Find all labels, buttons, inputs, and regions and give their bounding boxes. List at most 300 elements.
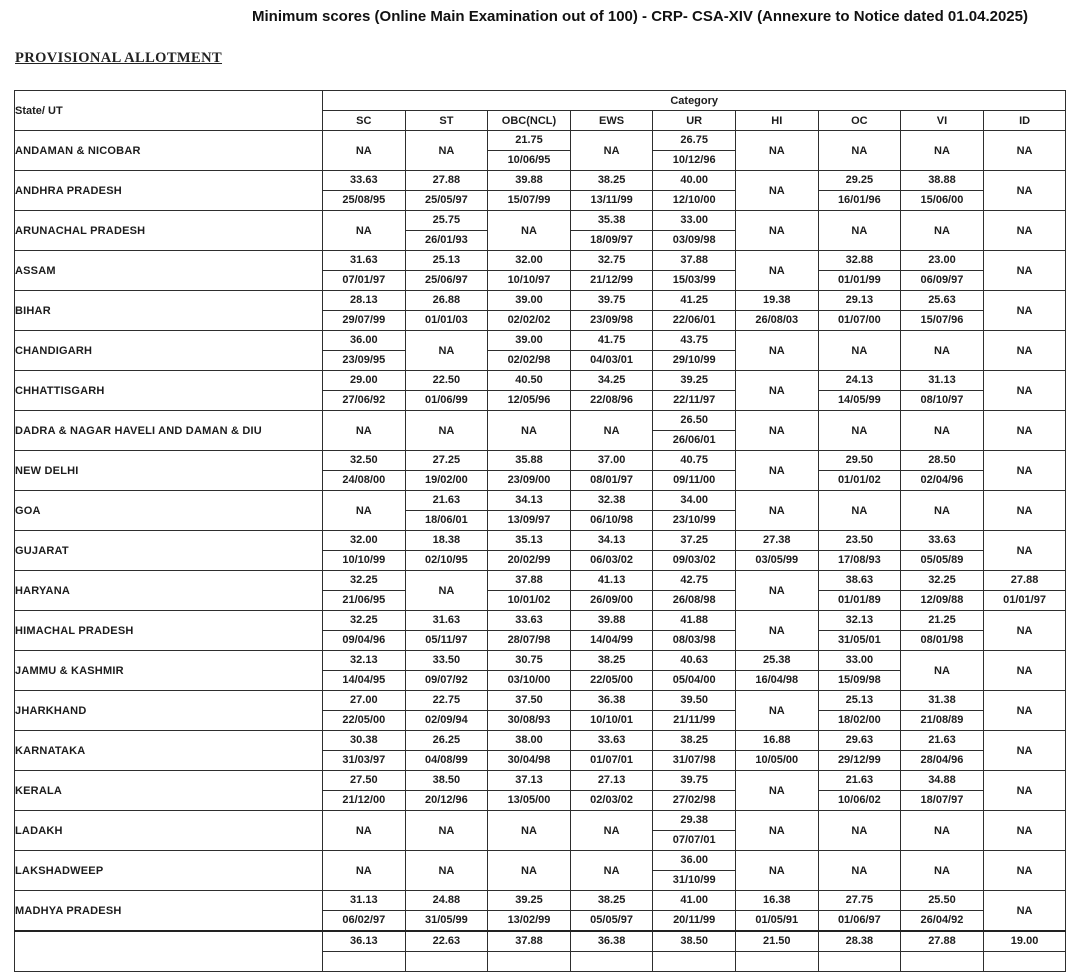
na-cell: NA [570,131,653,171]
state-cell: ASSAM [15,251,323,291]
score-cell [901,731,984,771]
score-cell [735,931,818,972]
score-value: 26.88 [406,291,488,311]
state-cell: HIMACHAL PRADESH [15,611,323,651]
na-cell: NA [901,851,984,891]
cutoff-date: 12/09/88 [920,594,964,606]
score-value: 27.88 [406,171,488,191]
na-cell: NA [983,211,1066,251]
cutoff-date: 27/02/98 [672,794,716,806]
na-cell: NA [570,811,653,851]
score-cell [488,451,571,491]
score-cell [570,611,653,651]
score-value: 24.13 [819,371,901,391]
na-cell: NA [901,131,984,171]
na-cell: NA [983,331,1066,371]
score-value: 29.25 [819,171,901,191]
cutoff-date: 23/09/95 [342,354,386,366]
score-value: 22.63 [406,932,488,952]
score-value: 39.25 [653,371,735,391]
na-cell: NA [983,891,1066,932]
cutoff-date: 20/02/99 [507,554,551,566]
table-row-partial [15,931,1066,972]
score-cell [488,571,571,611]
score-cell [653,731,736,771]
cutoff-date: 01/01/97 [1003,594,1046,606]
score-cell [653,811,736,851]
score-cell [323,891,406,932]
score-cell [653,531,736,571]
score-cell [653,491,736,531]
score-cell [653,651,736,691]
score-value: 34.88 [901,771,983,791]
cutoff-date: 29/10/99 [672,354,716,366]
cutoff-date: 06/03/02 [590,554,633,566]
table-row [15,171,1066,211]
score-value: 19.38 [736,291,818,311]
state-cell: KERALA [15,771,323,811]
score-cell [818,251,901,291]
score-cell [323,651,406,691]
score-value: 32.25 [323,571,405,591]
score-cell [735,891,818,932]
cutoff-date: 18/07/97 [920,794,964,806]
cutoff-date: 08/10/97 [920,394,964,406]
table-row [15,771,1066,811]
cutoff-date: 12/10/00 [672,194,716,206]
state-cell: NEW DELHI [15,451,323,491]
cutoff-date [819,952,901,971]
score-cell [323,251,406,291]
cutoff-date: 02/09/94 [424,714,468,726]
table-row [15,811,1066,851]
score-cell [323,531,406,571]
score-cell [983,571,1066,611]
state-cell: LADAKH [15,811,323,851]
cutoff-date: 25/08/95 [342,194,386,206]
score-value: 39.00 [488,291,570,311]
score-value: 38.00 [488,731,570,751]
cutoff-date: 31/03/97 [342,754,386,766]
cutoff-date: 14/04/95 [342,674,386,686]
cutoff-date: 28/04/96 [920,754,964,766]
score-cell [488,891,571,932]
score-cell [653,451,736,491]
cutoff-date: 27/06/92 [342,394,386,406]
score-value: 35.88 [488,451,570,471]
cutoff-date: 31/05/99 [424,914,468,926]
na-cell: NA [983,811,1066,851]
na-cell: NA [818,411,901,451]
cutoff-date [488,952,570,971]
na-cell: NA [323,131,406,171]
score-value: 26.75 [653,131,735,151]
score-value: 16.38 [736,891,818,911]
score-value: 32.88 [819,251,901,271]
state-cell: MADHYA PRADESH [15,891,323,932]
column-header-obc: OBC(NCL) [488,111,571,131]
na-cell: NA [323,211,406,251]
score-cell [405,491,488,531]
score-value: 21.50 [736,932,818,952]
score-cell [901,611,984,651]
score-value: 33.63 [323,171,405,191]
na-cell: NA [570,411,653,451]
score-value: 39.25 [488,891,570,911]
cutoff-date: 04/08/99 [424,754,468,766]
state-cell: KARNATAKA [15,731,323,771]
na-cell: NA [983,611,1066,651]
score-cell [405,891,488,932]
cutoff-date: 26/08/98 [672,594,716,606]
table-row [15,571,1066,611]
cutoff-date: 02/02/98 [507,354,551,366]
cutoff-date: 29/07/99 [342,314,386,326]
cutoff-date: 25/05/97 [424,194,468,206]
cutoff-date: 22/08/96 [590,394,633,406]
score-value: 37.88 [488,571,570,591]
score-value: 27.00 [323,691,405,711]
cutoff-date: 01/07/00 [837,314,881,326]
score-value: 33.00 [819,651,901,671]
cutoff-date: 08/03/98 [672,634,716,646]
score-value: 22.50 [406,371,488,391]
score-cell [818,291,901,331]
cutoff-date: 15/09/98 [837,674,881,686]
score-cell [901,771,984,811]
cutoff-date: 09/03/02 [672,554,716,566]
score-value: 16.88 [736,731,818,751]
score-cell [323,771,406,811]
score-cell [488,611,571,651]
score-cell [983,931,1066,972]
cutoff-date: 02/02/02 [507,314,551,326]
score-cell [818,891,901,932]
cutoff-date [736,952,818,971]
cutoff-date: 10/06/95 [507,154,551,166]
score-cell [735,651,818,691]
score-cell [901,171,984,211]
column-header-ur: UR [653,111,736,131]
score-cell [570,691,653,731]
score-value: 37.00 [571,451,653,471]
score-cell [653,931,736,972]
cutoff-date: 14/05/99 [837,394,881,406]
cutoff-date: 01/06/99 [424,394,468,406]
table-row [15,851,1066,891]
cutoff-date: 05/04/00 [672,674,716,686]
score-value: 18.38 [406,531,488,551]
score-cell [323,931,406,972]
score-value: 21.75 [488,131,570,151]
cutoff-date: 29/12/99 [837,754,881,766]
section-heading: PROVISIONAL ALLOTMENT [15,50,223,66]
score-value: 41.00 [653,891,735,911]
score-cell [901,931,984,972]
na-cell: NA [983,251,1066,291]
na-cell: NA [323,811,406,851]
score-cell [405,771,488,811]
cutoff-date: 12/05/96 [507,394,551,406]
cutoff-date: 05/05/97 [590,914,633,926]
group-header-category: Category [323,91,1066,111]
score-cell [570,251,653,291]
score-cell [570,771,653,811]
na-cell: NA [901,651,984,691]
score-value: 41.88 [653,611,735,631]
score-cell [405,171,488,211]
score-value: 33.63 [488,611,570,631]
score-value: 39.50 [653,691,735,711]
na-cell: NA [818,851,901,891]
score-value: 28.50 [901,451,983,471]
score-cell [570,651,653,691]
cutoff-date: 21/12/99 [590,274,633,286]
score-cell [570,171,653,211]
score-value: 25.75 [406,211,488,231]
cutoff-date: 01/01/99 [837,274,881,286]
cutoff-date: 17/08/93 [837,554,881,566]
cutoff-date: 06/09/97 [920,274,964,286]
score-value: 21.63 [901,731,983,751]
score-value: 30.38 [323,731,405,751]
score-cell [323,451,406,491]
score-cell [818,771,901,811]
na-cell: NA [735,611,818,651]
cutoff-date: 01/05/91 [755,914,799,926]
score-value: 35.13 [488,531,570,551]
cutoff-date [323,952,405,971]
score-cell [323,691,406,731]
score-cell [405,691,488,731]
score-value: 38.25 [571,171,653,191]
score-value: 39.00 [488,331,570,351]
cutoff-date [571,952,653,971]
score-value: 37.25 [653,531,735,551]
score-cell [405,451,488,491]
scores-table [14,90,1066,972]
na-cell: NA [818,811,901,851]
header-row-group [15,91,1066,111]
cutoff-date: 22/11/97 [673,394,716,406]
score-value: 32.13 [323,651,405,671]
score-cell [488,691,571,731]
na-cell: NA [983,371,1066,411]
score-cell [488,531,571,571]
na-cell: NA [983,851,1066,891]
score-value: 40.63 [653,651,735,671]
score-value: 26.50 [653,411,735,431]
column-header-vi: VI [901,111,984,131]
score-cell [818,931,901,972]
cutoff-date: 09/11/00 [673,474,716,486]
cutoff-date: 21/12/00 [342,794,386,806]
table-row [15,211,1066,251]
score-value: 32.75 [571,251,653,271]
score-cell [405,651,488,691]
score-value: 38.63 [819,571,901,591]
cutoff-date: 26/08/03 [755,314,799,326]
na-cell: NA [983,451,1066,491]
na-cell: NA [735,211,818,251]
cutoff-date: 21/06/95 [342,594,386,606]
score-cell [653,211,736,251]
cutoff-date: 18/09/97 [590,234,633,246]
score-value: 38.25 [571,891,653,911]
cutoff-date: 10/10/97 [507,274,551,286]
score-value: 40.75 [653,451,735,471]
score-value: 33.63 [571,731,653,751]
score-value: 37.88 [488,932,570,952]
table-row [15,691,1066,731]
na-cell: NA [735,371,818,411]
score-cell [653,691,736,731]
score-value: 36.38 [571,932,653,952]
score-value: 34.13 [571,531,653,551]
na-cell: NA [983,171,1066,211]
cutoff-date: 14/04/99 [590,634,633,646]
score-cell [488,931,571,972]
score-value: 25.50 [901,891,983,911]
score-cell [405,531,488,571]
score-value: 22.75 [406,691,488,711]
score-value: 41.25 [653,291,735,311]
na-cell: NA [818,131,901,171]
cutoff-date: 01/06/97 [837,914,881,926]
score-value: 29.13 [819,291,901,311]
score-value: 40.50 [488,371,570,391]
na-cell: NA [735,771,818,811]
score-cell [570,491,653,531]
na-cell: NA [735,171,818,211]
na-cell: NA [983,651,1066,691]
cutoff-date: 06/10/98 [590,514,633,526]
na-cell: NA [405,571,488,611]
score-value: 27.88 [984,571,1066,591]
cutoff-date: 02/03/02 [590,794,633,806]
cutoff-date: 13/09/97 [507,514,551,526]
score-value: 27.50 [323,771,405,791]
cutoff-date: 13/02/99 [507,914,551,926]
page-title: Minimum scores (Online Main Examination out of 100) - CRP- CSA-XIV (Annexure to Notice dated 01.04.2025) [252,8,1028,25]
score-value: 32.13 [819,611,901,631]
score-value: 41.13 [571,571,653,591]
cutoff-date: 26/09/00 [590,594,633,606]
state-cell: ANDAMAN & NICOBAR [15,131,323,171]
score-cell [405,611,488,651]
na-cell: NA [983,491,1066,531]
na-cell: NA [735,451,818,491]
na-cell: NA [323,491,406,531]
score-value: 36.00 [653,851,735,871]
cutoff-date: 18/06/01 [424,514,468,526]
score-value: 21.25 [901,611,983,631]
score-cell [488,331,571,371]
score-value: 32.25 [901,571,983,591]
cutoff-date: 22/05/00 [590,674,633,686]
score-cell [405,931,488,972]
score-cell [488,771,571,811]
na-cell: NA [323,411,406,451]
na-cell: NA [488,851,571,891]
score-cell [901,891,984,932]
score-cell [818,611,901,651]
na-cell: NA [735,131,818,171]
score-value: 25.63 [901,291,983,311]
score-cell [488,291,571,331]
na-cell: NA [570,851,653,891]
column-header-sc: SC [323,111,406,131]
cutoff-date: 10/10/99 [342,554,386,566]
cutoff-date: 21/08/89 [920,714,964,726]
score-cell [818,371,901,411]
score-cell [653,131,736,171]
score-value: 38.88 [901,171,983,191]
score-cell [323,331,406,371]
score-value: 36.13 [323,932,405,952]
score-value: 29.63 [819,731,901,751]
table-row [15,531,1066,571]
cutoff-date: 31/05/01 [837,634,881,646]
table-body [15,131,1066,972]
score-value: 29.38 [653,811,735,831]
score-value: 38.25 [653,731,735,751]
score-value: 31.63 [406,611,488,631]
cutoff-date: 07/01/97 [342,274,386,286]
na-cell: NA [901,211,984,251]
table-row [15,451,1066,491]
cutoff-date: 15/07/96 [920,314,964,326]
score-value: 28.38 [819,932,901,952]
score-cell [653,171,736,211]
column-header-ews: EWS [570,111,653,131]
na-cell: NA [735,251,818,291]
na-cell: NA [405,811,488,851]
table-row [15,291,1066,331]
cutoff-date: 08/01/97 [590,474,633,486]
cutoff-date: 10/06/02 [837,794,881,806]
score-cell [735,731,818,771]
cutoff-date: 07/07/01 [672,834,716,846]
cutoff-date: 25/06/97 [424,274,468,286]
cutoff-date: 23/09/98 [590,314,633,326]
table-row [15,371,1066,411]
na-cell: NA [983,771,1066,811]
na-cell: NA [818,331,901,371]
score-cell [901,291,984,331]
score-value: 23.00 [901,251,983,271]
score-value: 26.25 [406,731,488,751]
score-cell [818,651,901,691]
score-value: 31.38 [901,691,983,711]
cutoff-date: 03/09/98 [672,234,716,246]
na-cell: NA [735,851,818,891]
score-value: 27.13 [571,771,653,791]
score-cell [323,611,406,651]
score-cell [488,171,571,211]
score-value: 34.25 [571,371,653,391]
score-value: 35.38 [571,211,653,231]
score-value: 28.13 [323,291,405,311]
cutoff-date: 15/03/99 [672,274,716,286]
score-cell [570,571,653,611]
score-value: 31.63 [323,251,405,271]
score-value: 37.13 [488,771,570,791]
score-cell [570,451,653,491]
score-cell [901,571,984,611]
cutoff-date [653,952,735,971]
table-row [15,131,1066,171]
